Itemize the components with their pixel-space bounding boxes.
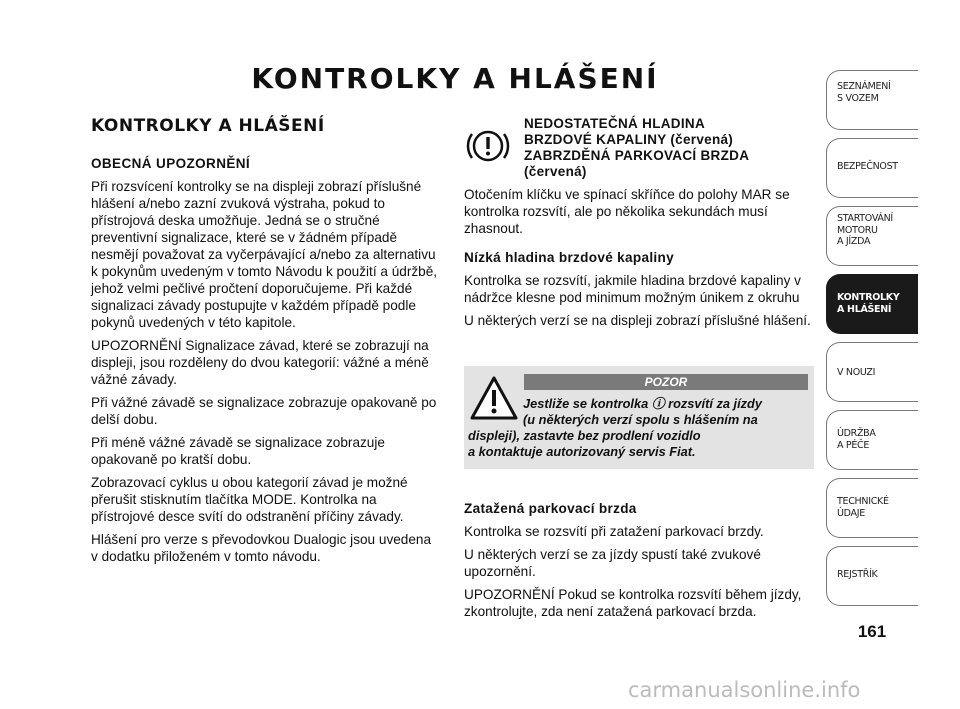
caution-line: (u některých verzí spolu s hlášením na [523,412,758,427]
tab-label: REJSTŘÍK [837,569,878,580]
parking-brake-section [464,500,816,626]
parking-brake-heading: Zatažená parkovací brzda [464,501,637,516]
sound-warning-text: U některých verzí se za jízdy spustí také zvukové upozornění. [464,547,761,579]
page-number: 161 [857,622,887,641]
paragraph: Zobrazovací cyklus u obou kategorií závad je možné přerušit stisknutím tlačítka MODE. Kontrolka na přístrojové desce svítí do odstranění příčiny závady. [91,475,408,524]
tab-label: A JÍZDA [837,236,871,247]
tab-technicke[interactable] [826,478,918,538]
paragraph: Při vážné závadě se signalizace zobrazuje opakovaně po delší dobu. [91,395,437,427]
tab-label: STARTOVÁNÍ [837,213,893,224]
right-column [464,116,816,335]
tab-v-nouzi[interactable] [826,342,918,402]
intro-text: Otočením klíčku ve spínací skříňce do polohy MAR se kontrolka rozsvítí, ale po několika sekundách musí zhasnout. [464,187,790,236]
parking-brake-text: Kontrolka se rozsvítí při zatažení parkovací brzdy. [464,524,764,539]
warning-title-line: NEDOSTATEČNÁ HLADINA [524,116,705,131]
tab-label: A PÉČE [837,439,870,451]
paragraph: Při méně vážné závadě se signalizace zobrazuje opakovaně po kratší dobu. [91,435,385,467]
tab-udrzba[interactable] [826,410,918,470]
warning-title-line: (červená) [524,164,587,179]
tab-label: MOTORU [837,224,878,236]
parking-brake-note: UPOZORNĚNÍ Pokud se kontrolka rozsvítí během jízdy, zkontrolujte, zda není zatažená parkovací brzda. [464,587,802,619]
caution-line: displeji), zastavte bez prodlení vozidlo [468,428,701,443]
tab-label: S VOZEM [837,92,879,104]
tab-rejstrik[interactable] [826,546,918,606]
caution-line: a kontaktuje autorizovaný servis Fiat. [468,444,696,459]
warning-title-line: BRZDOVÉ KAPALINY (červená) [524,132,734,147]
tab-label: SEZNÁMENÍ [837,81,891,92]
left-column [91,118,441,571]
tab-startovani[interactable] [826,206,918,266]
low-brake-fluid-text: Kontrolka se rozsvítí, jakmile hladina brzdové kapaliny v nádržce klesne pod minimum možným únikem z okruhu [464,273,801,305]
warning-title [524,116,749,180]
caution-line: Jestliže se kontrolka ⓘ rozsvítí za jízdy [523,396,762,411]
warning-header [464,116,816,180]
chapter-tabs [826,70,918,614]
tab-label: V NOUZI [837,367,876,378]
paragraph: Hlášení pro verze s převodovkou Dualogic jsou uvedena v dodatku přiloženém v tomto návodu. [91,532,432,564]
paragraph: UPOZORNĚNÍ Signalizace závad, které se zobrazují na displeji, jsou rozděleny do dvou kategorií: vážné a méně vážné závady. [91,338,429,387]
tab-label: TECHNICKÉ [837,496,889,507]
page-title: KONTROLKY A HLÁŠENÍ [251,62,659,95]
watermark: carmanualsonline.info [628,678,861,702]
low-brake-fluid-heading: Nízká hladina brzdové kapaliny [464,250,674,265]
general-warnings-heading: OBECNÁ UPOZORNĚNÍ [91,156,251,171]
display-message-text: U některých verzí se na displeji zobrazí příslušné hlášení. [464,313,811,328]
tab-label: A HLÁŠENÍ [837,303,892,315]
section-heading: KONTROLKY A HLÁŠENÍ [91,116,325,136]
tab-label: KONTROLKY [837,292,900,303]
caution-box [464,366,814,469]
tab-kontrolky[interactable] [826,274,918,334]
tab-label: ÚDAJE [837,507,865,519]
brake-warning-icon [464,122,512,170]
warning-title-line: ZABRZDĚNÁ PARKOVACÍ BRZDA [524,148,750,163]
caution-label: POZOR [524,374,808,390]
caution-text [468,396,808,460]
paragraph: Při rozsvícení kontrolky se na displeji zobrazí příslušné hlášení a/nebo zazní zvuková výstraha, pokud to přístrojová deska umožňuje. Jedná se o stručné preventivní signalizace, které se v žádném případě nesmějí považovat za vyčerpávající a/nebo za alternativu k pokynům uvedeným v tomto Návodu k použití a údržbě, jehož velmi pečlivé pročtení doporučujeme. Při každé signalizaci závady postupujte v každém případě podle pokynů uvedených v této kapitole. [91,179,438,330]
tab-label: ÚDRŽBA [837,428,876,439]
tab-seznameni[interactable] [826,70,918,130]
tab-label: BEZPEČNOST [837,161,898,172]
tab-bezpecnost[interactable] [826,138,918,198]
